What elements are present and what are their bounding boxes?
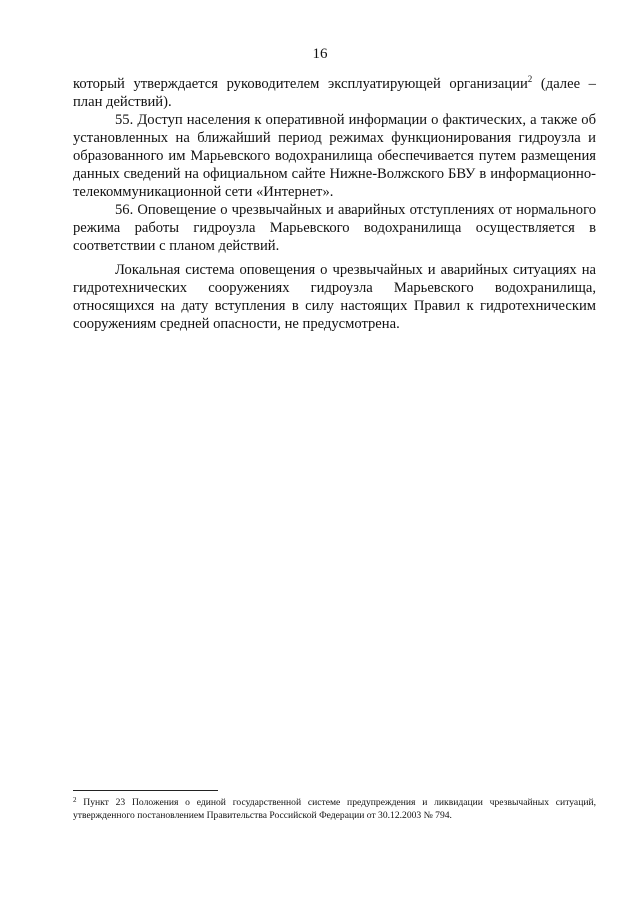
paragraph-local-warning-system: Локальная система оповещения о чрезвычайных и аварийных ситуациях на гидротехнических сооружениях гидроузла Марьевского водохранилища, относящихся на дату вступления в силу настоящих Правил к гидротехническим сооружениям средней опасности, не предусмотрена. xyxy=(73,262,596,332)
body-text xyxy=(73,75,596,333)
paragraph-56: 56. Оповещение о чрезвычайных и аварийных отступлениях от нормального режима работы гидроузла Марьевского водохранилища осуществляется в соответствии с планом действий. xyxy=(73,202,596,254)
footnote-text: Пункт 23 Положения о единой государственной системе предупреждения и ликвидации чрезвычайных ситуаций, утвержденного постановлением Правительства Российской Федерации от 30.12.2003 № 794. xyxy=(73,797,596,821)
paragraph-continuation xyxy=(73,75,596,111)
footnote-marker: 2 xyxy=(73,796,77,804)
footnote xyxy=(73,796,596,822)
page-number: 16 xyxy=(312,46,328,62)
paragraph-continuation-text: который утверждается руководителем эксплуатирующей организации xyxy=(73,76,528,92)
paragraph-55: 55. Доступ населения к оперативной информации о фактических, а также об установленных на ближайший период режимах функционирования гидроузла и образованного им Марьевского водохранилища обеспечивается путем размещения данных сведений на официальном сайте Нижне-Волжского БВУ в информационно-телекоммуникационной сети «Интернет». xyxy=(73,112,596,200)
footnote-divider xyxy=(73,790,218,791)
paragraph-continuation-tail: (далее – план действий). xyxy=(73,76,596,110)
footnote-reference: 2 xyxy=(527,74,533,84)
